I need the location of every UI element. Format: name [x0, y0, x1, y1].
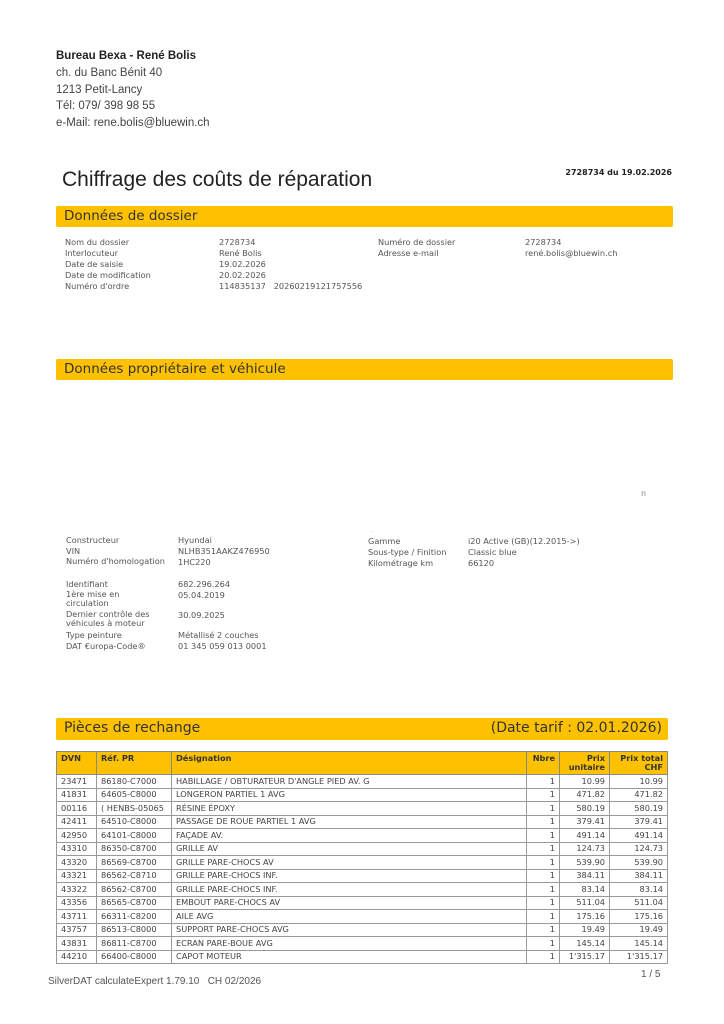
letterhead	[56, 48, 210, 132]
cell-unit-price: 124.73	[560, 842, 610, 856]
column-header-designation: Désignation	[172, 752, 527, 775]
cell-unit-price: 379.41	[560, 815, 610, 829]
field-row	[66, 557, 270, 579]
cell-qty: 1	[527, 829, 560, 843]
field-value: 2728734	[219, 237, 256, 247]
cell-designation: FAÇADE AV.	[172, 829, 527, 843]
cell-ref: 86569-C8700	[97, 856, 172, 870]
vehicle-left-fields	[66, 535, 270, 652]
field-value: i20 Active (GB)(12.2015->)	[468, 536, 580, 546]
field-label: Identifiant	[66, 579, 108, 589]
cell-ref: 64510-C8000	[97, 815, 172, 829]
section-dossier-title: Données de dossier	[64, 208, 198, 224]
cell-designation: ECRAN PARE-BOUE AVG	[172, 937, 527, 951]
cell-unit-price: 145.14	[560, 937, 610, 951]
table-row	[57, 856, 668, 870]
table-row	[57, 937, 668, 951]
field-value: 114835137 20260219121757556	[219, 281, 363, 291]
cell-ref: 86513-C8000	[97, 923, 172, 937]
cell-ref: 66400-C8000	[97, 950, 172, 964]
field-value: Classic blue	[468, 547, 517, 557]
cell-dvn: 00116	[57, 802, 97, 816]
table-row	[57, 842, 668, 856]
stray-mark: ‥	[370, 527, 375, 534]
field-label: 1ère mise en circulation	[66, 589, 120, 608]
section-vehicle-header	[56, 359, 673, 380]
cell-qty: 1	[527, 856, 560, 870]
field-label: Dernier contrôle des véhicules à moteur	[66, 609, 150, 628]
field-label: VIN	[66, 546, 81, 556]
company-phone: Tél: 079/ 398 98 55	[56, 100, 156, 113]
cell-unit-price: 580.19	[560, 802, 610, 816]
field-row	[66, 590, 270, 610]
cell-unit-price: 491.14	[560, 829, 610, 843]
cell-dvn: 43310	[57, 842, 97, 856]
field-label: Date de modification	[65, 270, 151, 280]
field-value: 682.296.264	[178, 579, 231, 589]
company-city: 1213 Petit-Lancy	[56, 83, 143, 96]
cell-total-price: 10.99	[610, 775, 668, 789]
cell-dvn: 43831	[57, 937, 97, 951]
page-number: 1 / 5	[641, 969, 661, 980]
cell-qty: 1	[527, 883, 560, 897]
cell-ref: 86565-C8700	[97, 896, 172, 910]
cell-designation: GRILLE AV	[172, 842, 527, 856]
section-vehicle-title: Données propriétaire et véhicule	[64, 361, 286, 377]
cell-designation: CAPOT MOTEUR	[172, 950, 527, 964]
cell-ref: 86811-C8700	[97, 937, 172, 951]
field-label: Date de saisie	[65, 259, 124, 269]
field-label: Sous-type / Finition	[368, 547, 447, 557]
cell-unit-price: 175.16	[560, 910, 610, 924]
table-row	[57, 802, 668, 816]
cell-ref: 86180-C7000	[97, 775, 172, 789]
cell-qty: 1	[527, 842, 560, 856]
cell-dvn: 23471	[57, 775, 97, 789]
cell-dvn: 43757	[57, 923, 97, 937]
cell-total-price: 175.16	[610, 910, 668, 924]
field-value: 19.02.2026	[219, 259, 266, 269]
cell-total-price: 124.73	[610, 842, 668, 856]
field-label: Type peinture	[66, 630, 122, 640]
section-parts-title: Pièces de rechange	[64, 720, 201, 736]
cell-dvn: 43320	[57, 856, 97, 870]
cell-qty: 1	[527, 802, 560, 816]
column-header-unit-price: Prix unitaire	[560, 752, 610, 775]
table-row	[57, 883, 668, 897]
document-title: Chiffrage des coûts de réparation	[62, 168, 373, 191]
vehicle-right-fields	[368, 536, 580, 569]
field-row	[368, 536, 580, 547]
cell-ref: 86350-C8700	[97, 842, 172, 856]
tariff-date: (Date tarif : 02.01.2026)	[490, 720, 662, 736]
company-street: ch. du Banc Bénit 40	[56, 66, 163, 79]
cell-qty: 1	[527, 869, 560, 883]
cell-unit-price: 83.14	[560, 883, 610, 897]
cell-total-price: 145.14	[610, 937, 668, 951]
field-value: 2728734	[525, 237, 562, 247]
cell-total-price: 384.11	[610, 869, 668, 883]
cell-qty: 1	[527, 923, 560, 937]
field-label: Adresse e-mail	[378, 248, 439, 258]
field-value: René Bolis	[219, 248, 262, 258]
cell-unit-price: 1'315.17	[560, 950, 610, 964]
section-parts-header	[56, 718, 668, 740]
field-label: DAT €uropa-Code®	[66, 641, 146, 651]
cell-dvn: 43321	[57, 869, 97, 883]
cell-ref: 86562-C8700	[97, 883, 172, 897]
section-dossier-header	[56, 206, 673, 227]
cell-qty: 1	[527, 937, 560, 951]
table-row	[57, 950, 668, 964]
cell-qty: 1	[527, 775, 560, 789]
field-label: Kilométrage km	[368, 558, 434, 568]
cell-designation: GRILLE PARE-CHOCS INF.	[172, 883, 527, 897]
cell-ref: 64605-C8000	[97, 788, 172, 802]
cell-total-price: 491.14	[610, 829, 668, 843]
cell-designation: PASSAGE DE ROUE PARTIEL 1 AVG	[172, 815, 527, 829]
cell-total-price: 379.41	[610, 815, 668, 829]
field-row	[65, 248, 362, 259]
cell-qty: 1	[527, 788, 560, 802]
cell-ref: 66311-C8200	[97, 910, 172, 924]
field-value: rené.bolis@bluewin.ch	[525, 248, 618, 258]
column-header-qty: Nbre	[527, 752, 560, 775]
parts-table	[56, 751, 668, 964]
cell-designation: LONGERON PARTIEL 1 AVG	[172, 788, 527, 802]
document-reference: 2728734 du 19.02.2026	[565, 168, 672, 177]
cell-dvn: 44210	[57, 950, 97, 964]
field-row	[66, 630, 270, 641]
cell-qty: 1	[527, 950, 560, 964]
cell-qty: 1	[527, 896, 560, 910]
field-value: 30.09.2025	[178, 610, 225, 620]
stray-character: n	[641, 489, 647, 498]
field-row	[378, 248, 617, 259]
cell-total-price: 19.49	[610, 923, 668, 937]
table-row	[57, 910, 668, 924]
cell-unit-price: 19.49	[560, 923, 610, 937]
cell-designation: SUPPORT PARE-CHOCS AVG	[172, 923, 527, 937]
field-value: 01 345 059 013 0001	[178, 641, 267, 651]
footer-software: SilverDAT calculateExpert 1.79.10 CH 02/2026	[48, 976, 262, 987]
field-row	[65, 281, 362, 292]
cell-unit-price: 384.11	[560, 869, 610, 883]
cell-designation: HABILLAGE / OBTURATEUR D'ANGLE PIED AV. G	[172, 775, 527, 789]
field-row	[65, 259, 362, 270]
field-label: Numéro d'ordre	[65, 281, 130, 291]
column-header-dvn: DVN	[57, 752, 97, 775]
field-label: Nom du dossier	[65, 237, 130, 247]
field-row	[378, 237, 617, 248]
field-row	[65, 237, 362, 248]
field-label: Interlocuteur	[65, 248, 118, 258]
column-header-ref: Réf. PR	[97, 752, 172, 775]
field-value: NLHB351AAKZ476950	[178, 546, 270, 556]
field-row	[368, 547, 580, 558]
field-label: Constructeur	[66, 535, 120, 545]
field-value: 05.04.2019	[178, 590, 225, 600]
cell-total-price: 511.04	[610, 896, 668, 910]
cell-dvn: 42950	[57, 829, 97, 843]
cell-dvn: 43356	[57, 896, 97, 910]
cell-ref: ( HENBS-05065	[97, 802, 172, 816]
field-value: 66120	[468, 558, 495, 568]
table-row	[57, 829, 668, 843]
parts-table-header	[57, 752, 668, 775]
field-value: 1HC220	[178, 557, 211, 567]
cell-qty: 1	[527, 910, 560, 924]
table-row	[57, 815, 668, 829]
cell-qty: 1	[527, 815, 560, 829]
field-row	[65, 270, 362, 281]
cell-unit-price: 511.04	[560, 896, 610, 910]
cell-total-price: 83.14	[610, 883, 668, 897]
table-row	[57, 896, 668, 910]
cell-designation: EMBOUT PARE-CHOCS AV	[172, 896, 527, 910]
cell-ref: 64101-C8000	[97, 829, 172, 843]
field-row	[66, 535, 270, 546]
dossier-left-fields	[65, 237, 362, 292]
table-row	[57, 869, 668, 883]
field-label: Numéro de dossier	[378, 237, 456, 247]
cell-unit-price: 539.90	[560, 856, 610, 870]
cell-total-price: 539.90	[610, 856, 668, 870]
table-row	[57, 923, 668, 937]
cell-designation: RÉSINE ÉPOXY	[172, 802, 527, 816]
cell-designation: AILE AVG	[172, 910, 527, 924]
cell-unit-price: 10.99	[560, 775, 610, 789]
parts-table-body	[57, 775, 668, 964]
field-value: 20.02.2026	[219, 270, 266, 280]
field-value: Hyundai	[178, 535, 212, 545]
cell-unit-price: 471.82	[560, 788, 610, 802]
field-row	[66, 610, 270, 630]
cell-total-price: 471.82	[610, 788, 668, 802]
dossier-right-fields	[378, 237, 617, 259]
cell-total-price: 580.19	[610, 802, 668, 816]
field-row	[66, 641, 270, 652]
field-value: Métallisé 2 couches	[178, 630, 259, 640]
company-name: Bureau Bexa - René Bolis	[56, 50, 196, 62]
cell-dvn: 43322	[57, 883, 97, 897]
table-row	[57, 775, 668, 789]
cell-designation: GRILLE PARE-CHOCS AV	[172, 856, 527, 870]
field-row	[368, 558, 580, 569]
cell-dvn: 41831	[57, 788, 97, 802]
table-row	[57, 788, 668, 802]
field-label: Numéro d'homologation	[66, 556, 165, 566]
cell-dvn: 43711	[57, 910, 97, 924]
cell-total-price: 1'315.17	[610, 950, 668, 964]
cell-ref: 86562-C8710	[97, 869, 172, 883]
field-label: Gamme	[368, 536, 401, 546]
column-header-total-price: Prix total CHF	[610, 752, 668, 775]
cell-designation: GRILLE PARE-CHOCS INF.	[172, 869, 527, 883]
company-email: e-Mail: rene.bolis@bluewin.ch	[56, 117, 210, 130]
cell-dvn: 42411	[57, 815, 97, 829]
